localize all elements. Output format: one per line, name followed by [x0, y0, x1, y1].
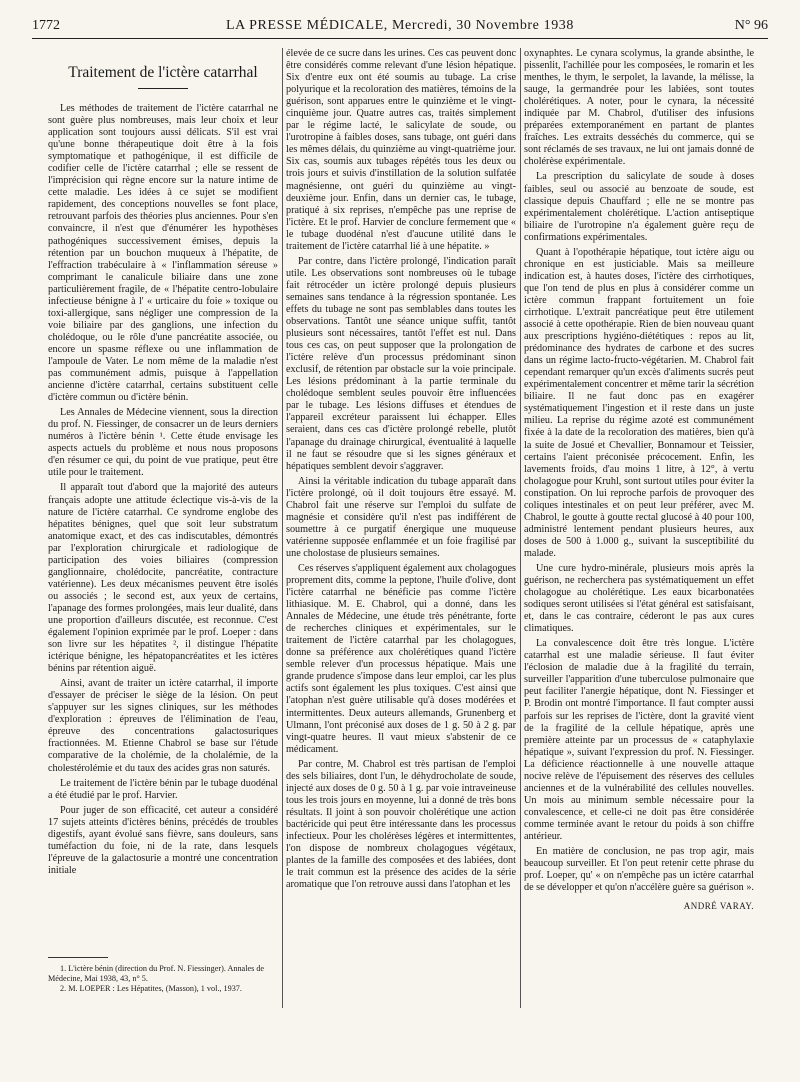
- article-title: Traitement de l'ictère catarrhal: [68, 64, 258, 81]
- paragraph: La prescription du salicylate de soude à doses faibles, seul ou associé au benzoate de soude, est classique depuis Chauffard ; elle ne se montre pas expérimentalement cholérétique. L'action antiseptique biliaire de l'urotropine n'a également guère reçu de confirmations expérimentales.: [524, 171, 754, 243]
- paragraph: Par contre, dans l'ictère prolongé, l'indication paraît utile. Les observations sont nombreuses où le tubage fait rétrocéder un ictère prolongé depuis plusieurs semaines sans tendance à la régression spontanée. Les effets du tubage ne sont pas semblables dans toutes les observations. Tantôt une séance unique suffit, tantôt plusieurs sont nécessaires, tantôt l'effet est nul. Dans tous ces cas, on peut supposer que la prolongation de l'ictère relève d'un processus prédominant sinon exclusif, de rétention par obstacle sur la voie principale. Les lésions prédominant à la partie terminale du cholédoque semblent seules pouvoir être influencées par le tubage. Les lésions diffuses et étendues de l'appareil excréteur paraissent lui échapper. Elles seraient, dans ces cas d'ictère prolongé rebelle, plutôt l'apanage du drainage chirurgical, éventualité à laquelle il ne faut se résoudre que si les signes généraux et hépatiques semblent devoir s'aggraver.: [286, 255, 516, 472]
- journal-title: LA PRESSE MÉDICALE, Mercredi, 30 Novembre 1938: [225, 18, 574, 33]
- paragraph: élevée de ce sucre dans les urines. Ces cas peuvent donc être considérés comme relevant d'une lésion hépatique. Six d'entre eux ont été soumis au tubage. La crise polyurique et la recoloration des matières, témoins de la guérison, sont apparues entre le quinzième et le vingt-cinquième jour. Quatre autres cas, traités simplement par le régime lacté, le salicylate de soude, ou l'urotropine à faibles doses, sans tubage, ont guéri dans les mêmes délais, du quinzième au vingt-quatrième jour. Six cas, soumis aux tubages répétés tous les deux ou trois jours et suivis d'instillation de la solution sulfatée magnésienne, ont guéri du quinzième au vingt-deuxième jour. Enfin, dans un dernier cas, le tubage, pratiqué à six reprises, n'empêche pas une reprise de l'ictère. Et le prof. Harvier de conclure fermement que « le tubage duodénal n'est d'aucune utilité dans le traitement de l'ictère catarrhal lié à une hépatite. »: [286, 48, 517, 252]
- footnote-rule: [48, 957, 108, 958]
- footnote: 1. L'ictère bénin (direction du Prof. N. Fiessinger). Annales de Médecine, Mai 1938, 43, n° 5.: [48, 964, 265, 983]
- footnote: 2. M. LOEPER : Les Hépatites, (Masson), 1 vol., 1937.: [60, 984, 242, 993]
- page-number: 1772: [32, 18, 60, 33]
- title-rule: [138, 88, 188, 89]
- page-header: [32, 16, 768, 36]
- column-divider: [520, 48, 521, 1008]
- paragraph: Pour juger de son efficacité, cet auteur a considéré 17 sujets atteints d'ictères bénins, précédés de troubles digestifs, ayant évolué sans fièvre, sans douleurs, sans tuméfaction du foie, ni de la rate, dans lesquels l'épreuve de la galactosurie a montré une concentration initiale: [48, 804, 278, 876]
- column-divider: [282, 48, 283, 1008]
- paragraph: Une cure hydro-minérale, plusieurs mois après la guérison, ne recherchera pas systématiquement un effet cholagogue au cholérétique. Les eaux bicarbonatées sodiques seront utilisées si l'état général est satisfaisant, et, dans le cas contraire, céderont le pas aux cures climatiques.: [524, 562, 754, 635]
- column-3: [524, 48, 754, 915]
- column-1: [48, 48, 278, 880]
- paragraph: Quant à l'opothérapie hépatique, tout ictère aigu ou chronique en est justiciable. Mais sa meilleure indication est, à hautes doses, l'ictère des cirrhotiques, que l'on tend de plus en plus à considérer comme un ictère commun frappant fortuitement un foie cirrhotique. L'extrait pancréatique peut être utilement associé à cette opothérapie. Rien de bien nouveau quant aux prescriptions hygiéno-diététiques : repos au lit, prédominance des hydrates de carbone et des sucres dans un régime lacto-fructo-végétarien. M. Chabrol fait cependant remarquer qu'un excès d'aliments sucrés peut expérimentalement concentrer et même tarir la sécrétion biliaire. Il ne faut donc pas en exagérer systématiquement l'ingestion et il reste dans un juste milieu. La reprise du régime azoté est communément fixée à la date de la recoloration des matières, bien qu'à la suite de Josué et Chevallier, Bonnamour et Teissier, certains l'aient préconisée précocement. Enfin, les lavements froids, d'au moins 1 litre, à 12°, à vertu cholagogue pour Kruhl, sont surtout utiles pour éviter la constipation. On lui reproche parfois de provoquer des coliques intestinales et on peut leur préférer, avec M. Chabrol, le goutte à goutte rectal glucosé à 40 pour 100, administré lentement pendant plusieurs heures, aux doses de 500 à 1.000 g., suivant la susceptibilité du malade.: [524, 246, 754, 559]
- footnotes: [48, 964, 278, 994]
- column-2: [286, 48, 516, 894]
- paragraph: Par contre, M. Chabrol est très partisan de l'emploi des sels biliaires, dont l'un, le déhydrocholate de soude, injecté aux doses de 0 g. 50 à 1 g. par voie intraveineuse tous les trois jours en moyenne, lui a donné de très bons résultats. Il joint à son pouvoir cholérétique une action bactéricide qui peut être intéressante dans les processus infectieux. Pour les cholérèses légères et intermittentes, l'on dispose de nombreux cholagogues végétaux, plantes de la famille des composées et des labiées, dont le trait commun est la présence des acides de la série aromatique que l'on retrouve aussi dans l'atophan et les: [286, 758, 516, 891]
- paragraph: Ces réserves s'appliquent également aux cholagogues proprement dits, comme la peptone, l'huile d'olive, dont l'ictère catarrhal ne bénéficie pas comme l'ictère lithiasique. M. E. Chabrol, qui a donné, dans les Annales de Médecine, une étude très pénétrante, forte de recherches cliniques et expérimentales, sur le traitement de l'ictère catarrhal par les cholagogues, donne sa préférence aux cholérétiques quand l'ictère semble relever d'un processus hépatique. Mais une grande prudence s'impose dans leur emploi, car les plus actifs sont également les plus toxiques. C'est ainsi que l'atophan n'est guère utilisable qu'à doses modérées et intermittentes. Deux auteurs allemands, Grunenberg et Ulmann, l'ont préconisé aux doses de 1 g. 50 à 2 g. par vingt-quatre heures. Il vaut mieux s'abstenir de ce médicament.: [286, 562, 516, 755]
- paragraph: Les Annales de Médecine viennent, sous la direction du prof. N. Fiessinger, de consacrer un de leurs derniers numéros à l'ictère bénin ¹. Cette étude envisage les aspects actuels du problème et nous nous proposons d'en résumer ce qui, du point de vue pratique, peut être utile pour le traitement.: [48, 407, 278, 479]
- paragraph: Ainsi la véritable indication du tubage apparaît dans l'ictère prolongé, où il doit toujours être essayé. M. Chabrol fait une réserve sur l'emploi du sulfate de magnésie et considère qu'il n'est pas indifférent de soumettre à ce purgatif énergique une muqueuse vatérienne supposée enflammée et un foie fragilisé par une cholostase de plusieurs semaines.: [286, 475, 516, 559]
- header-rule: [32, 38, 768, 39]
- paragraph: Ainsi, avant de traiter un ictère catarrhal, il importe d'essayer de préciser le siège de la lésion. On peut s'appuyer sur les signes cliniques, sur les méthodes d'exploration : épreuves de l'élimination de l'eau, épreuve des concentrations galactosuriques fractionnées. M. Etienne Chabrol se base sur l'étude comparative de la cholémie, de la cholalémie, de la cholestérolémie et du taux des acides gras non saturés.: [48, 678, 278, 774]
- author-signature: ANDRÉ VARAY.: [683, 901, 754, 912]
- paragraph: Le traitement de l'ictère bénin par le tubage duodénal a été étudié par le prof. Harvier.: [48, 777, 278, 801]
- paragraph: oxynaphtes. Le cynara scolymus, la grande absinthe, le pissenlit, l'achillée pour les composées, le romarin et les menthes, le thym, le serpolet, la lavande, la mélisse, la sauge, la germandrée pour les labiées, sont toutes cholérétiques. A noter, pour le cynara, la nécessité indiquée par M. Chabrol, d'utiliser des infusions préparées extemporanément en partant de plantes fraîches. Les extraits desséchés du commerce, qui se sont réclamés de ses travaux, ne lui ont jamais donné de cholérèse expérimentale.: [524, 48, 754, 168]
- paragraph: En matière de conclusion, ne pas trop agir, mais beaucoup surveiller. Et l'on peut retenir cette phrase du prof. Loeper, qu' « on n'empêche pas un ictère catarrhal de se développer et qu'on n'accélère guère sa guérison ».: [524, 846, 754, 894]
- paragraph: La convalescence doit être très longue. L'ictère catarrhal est une maladie sérieuse. Il faut éviter l'éclosion de maladie due à la fragilité du terrain, surveiller l'apparition d'une tuberculose pulmonaire que peut faciliter l'anergie hépatique, dont N. Fiessinger et P. Brodin ont montré l'importance. Il faut compter aussi parfois sur les reprises de l'ictère, dont la gravité vient de la fragilité de la cellule hépatique, après une première atteinte par un processus de « cataphylaxie hépatique », suivant l'expression du prof. N. Fiessinger. La déficience réactionnelle à une nouvelle attaque nocive relève de l'épuisement des réserves des cellules anciennes et de la vulnérabilité des cellules nouvelles. Un mois au minimum semble nécessaire pour la convalescence, et celle-ci ne doit pas être considérée comme terminée avant le retour du poids à son chiffre antérieur.: [524, 638, 754, 842]
- issue-number: N° 96: [734, 18, 768, 33]
- paragraph: Les méthodes de traitement de l'ictère catarrhal ne sont guère plus nombreuses, mais leur choix et leur application sont toujours aussi délicats. S'il est vrai qu'une bonne thérapeutique doit être à la fois symptomatique et pathogénique, il est difficile de codifier celle de l'ictère catarrhal ; elle se ressent de l'imprécision qui règne encore sur la nature intime de cette maladie. Les idées à ce sujet se modifient rapidement, des conceptions nouvelles se font place, retrouvant parfois des théories plus anciennes. Pour s'en convaincre, il n'est que d'énumérer les hypothèses pathogéniques successivement émises, depuis la rétention par un bouchon muqueux à l'hépatite, de l'effraction trabéculaire à « l'inflammation séreuse » comprimant le canalicule biliaire dans une zone particulièrement fragile, de « l'hépatite centro-lobulaire infectieuse bénigne à l' « urticaire du foie » toxique ou toxi-allergique, sans négliger une compression de la voie biliaire par des ganglions, une infection du cholédoque, ou le rôle d'une pancréatite associée, ou encore un spasme réflexe ou une inflammation de l'ampoule de Vater. Le nom même de la maladie n'est pas communément admis, puisque à l'appellation ancienne d'ictère catarrhal, certains substituent celle d'ictère commun ou d'ictère bénin.: [48, 103, 278, 404]
- paragraph: Il apparaît tout d'abord que la majorité des auteurs français adopte une attitude éclectique vis-à-vis de la nature de l'ictère catarrhal. Ce syndrome englobe des hépatites bénignes, quel que soit leur substratum anatomique exact, et des cas indiscutables, démontrés par l'exploration chirurgicale et radiologique de participation des voies biliaires (compression ganglionnaire, cholédocite, pancréatite, contracture vatérienne). Les deux mécanismes peuvent être isolés ou associés ; le second est, aux yeux de certains, l'apanage des formes prolongées, mais leur dualité, dans une proportion d'ailleurs discutée, est reconnue. C'est également l'opinion exprimée par le prof. Loeper : dans son livre sur les hépatites ², il distingue l'hépatite ictérique bénigne, les hépatopancréatites et les ictères bénins par rétention aiguë.: [48, 482, 278, 675]
